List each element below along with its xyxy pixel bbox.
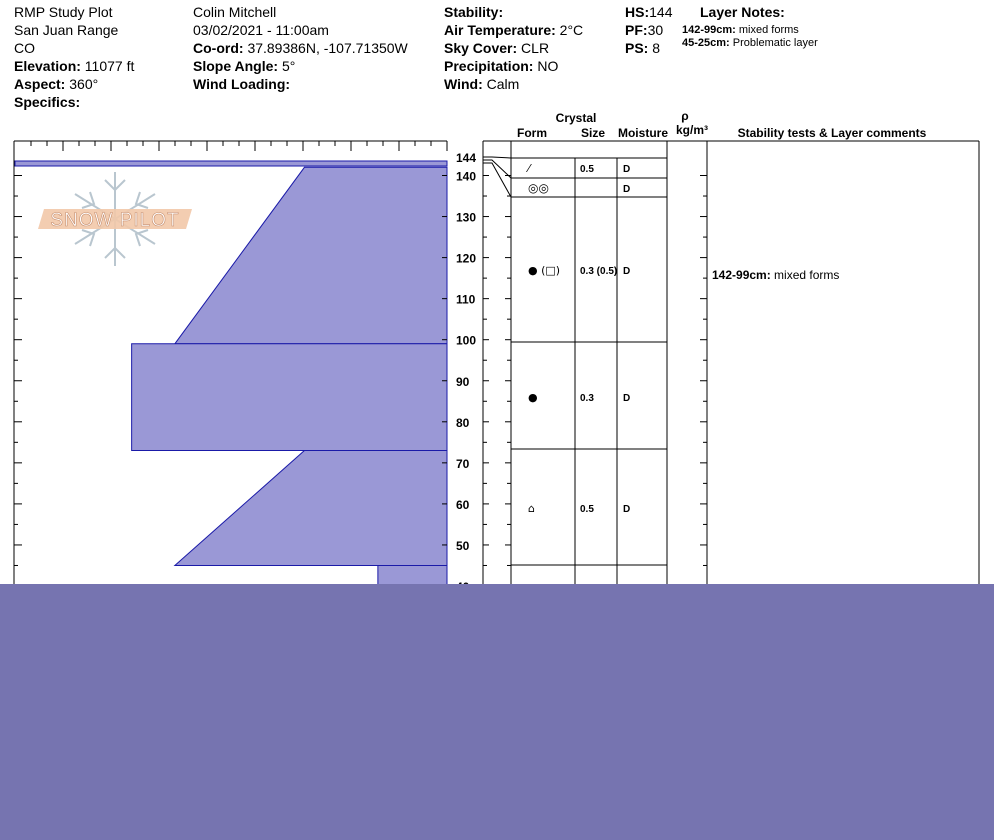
hs-label: HS:: [625, 4, 650, 20]
depth-tick-label: 80: [456, 415, 470, 430]
layer-comment-text: mixed forms: [774, 268, 840, 282]
layer-note-range: 45-25cm:: [682, 37, 730, 49]
pf-value: 30: [647, 22, 664, 38]
air-temp-label: Air Temperature:: [444, 22, 556, 38]
slope-value: 5°: [281, 58, 296, 74]
range-name: San Juan Range: [14, 22, 119, 38]
layer-table: [483, 109, 979, 592]
elevation-label: Elevation:: [14, 58, 81, 74]
layer-notes-title-text: Layer Notes:: [700, 4, 785, 20]
layer-note-range: 142-99cm:: [682, 24, 736, 36]
layer-comment-range: 142-99cm:: [712, 268, 775, 282]
depth-tick-label: 100: [456, 333, 477, 348]
depth-tick-label: 60: [456, 497, 470, 512]
pf-label: PF:: [625, 22, 648, 38]
layer-form: ⁄: [528, 162, 530, 175]
layer-size: 0.3 (0.5): [580, 266, 618, 277]
layer-comment: [712, 268, 839, 282]
col-header-form: Form: [517, 126, 547, 140]
slope-label: Slope Angle:: [193, 58, 279, 74]
ps-value: 8: [652, 40, 661, 56]
layer-form: ⌂: [528, 502, 535, 515]
observer-name: Colin Mitchell: [193, 4, 277, 20]
depth-tick-label: 144: [456, 151, 477, 165]
layer-form: ●: [528, 391, 538, 404]
coord-value: 37.89386N, -107.71350W: [247, 40, 408, 56]
wind-label: Wind:: [444, 76, 483, 92]
layer-moisture: D: [623, 184, 631, 195]
layer-connector: [483, 157, 511, 158]
col-header-crystal: Crystal: [555, 111, 597, 125]
col-header-density-unit: kg/m³: [675, 123, 709, 137]
aspect-label: Aspect:: [14, 76, 66, 92]
depth-tick-label: 50: [456, 538, 470, 553]
hardness-layer: [175, 451, 447, 566]
state-name: CO: [14, 40, 35, 56]
aspect-value: 360°: [69, 76, 99, 92]
sky-label: Sky Cover:: [444, 40, 518, 56]
elevation-value: 11077 ft: [84, 58, 135, 74]
overlay-panel: [0, 584, 994, 840]
hardness-layer: [378, 565, 447, 586]
col-header-comments: Stability tests & Layer comments: [737, 126, 927, 140]
col-header-rho: ρ: [681, 109, 689, 123]
col-header-moisture: Moisture: [617, 126, 669, 140]
depth-tick-label: 90: [456, 374, 470, 389]
layer-form: ◎◎: [528, 181, 549, 195]
hardness-layer: [175, 167, 447, 344]
snow-pilot-logo: [38, 172, 192, 266]
hs-value: 144: [649, 4, 673, 20]
layer-moisture: D: [623, 504, 631, 515]
col-header-size: Size: [580, 126, 606, 140]
specifics-label: Specifics:: [14, 94, 81, 110]
logo-text: SNOW PILOT: [50, 210, 180, 231]
location-name: RMP Study Plot: [14, 4, 113, 20]
depth-tick-label: 120: [456, 251, 477, 266]
layer-size: 0.5: [580, 504, 594, 515]
depth-tick-label: 140: [456, 169, 477, 184]
stability-label: Stability:: [444, 4, 504, 20]
precip-value: NO: [537, 58, 559, 74]
layer-form: ● (□): [528, 264, 561, 277]
layer-size: 0.3: [580, 393, 594, 404]
layer-moisture: D: [623, 393, 631, 404]
precip-label: Precipitation:: [444, 58, 534, 74]
layer-note-text: mixed forms: [738, 24, 799, 36]
depth-tick-label: 130: [456, 210, 477, 225]
depth-tick-label: 110: [456, 292, 476, 307]
hardness-layer: [15, 161, 447, 166]
hardness-layer: [132, 344, 447, 451]
layer-size: 0.5: [580, 164, 594, 175]
layer-note-text: Problematic layer: [732, 37, 818, 49]
layer-moisture: D: [623, 266, 631, 277]
wind-value: Calm: [486, 76, 520, 92]
depth-tick-label: 70: [456, 456, 470, 471]
wind-loading-label: Wind Loading:: [193, 76, 291, 92]
sky-value: CLR: [521, 40, 550, 56]
layer-moisture: D: [623, 164, 631, 175]
ps-label: PS:: [625, 40, 649, 56]
observation-datetime: 03/02/2021 - 11:00am: [193, 22, 329, 38]
air-temp-value: 2°C: [559, 22, 584, 38]
layer-connector: [483, 163, 511, 197]
coord-label: Co-ord:: [193, 40, 244, 56]
